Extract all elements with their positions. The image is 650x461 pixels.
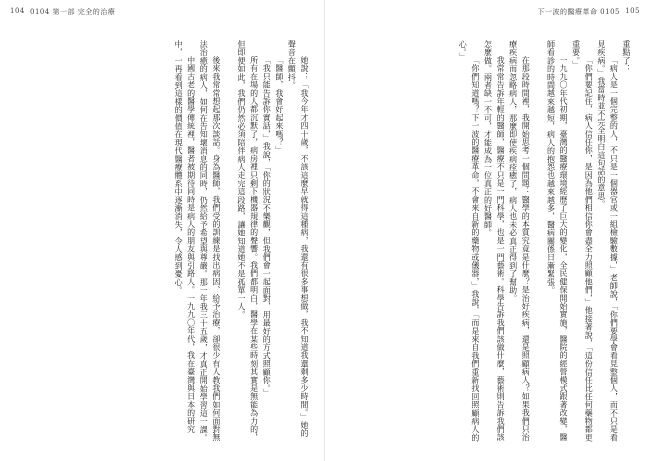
left-body-text xyxy=(56,40,310,442)
right-paragraph-3: 「你們要記住，病人信任你，是因為他們相信你會盡全力照顧他們，」他接著說，「這份信任比任何藥物都更重要。」 xyxy=(571,40,594,442)
right-running-head: 下一波的醫療革命 0105 xyxy=(537,8,620,16)
left-paragraph-3: 「我只能告訴你實話，」我說，「你的狀況不樂觀，但我們會一起面對，用最好的方式照顧你。」 xyxy=(262,56,272,397)
left-paragraph-1: 她說：「我今年才四十歲，不該這麼早就得這種病，我還有很多事想做，我不知道我還剩多少時間。」她的聲音在顫抖。 xyxy=(287,40,309,438)
right-paragraph-5: 在那段時間裡，我開始思考一個問題：醫學的本質究竟是什麼？是治好疾病，還是照顧病人？如果我們只治療疾病而忽略病人，那麼即使疾病痊癒了，病人也未必真正得到了幫助。 xyxy=(508,40,531,442)
left-paragraph-2: 「醫師，我會好起來嗎？」 xyxy=(274,56,284,155)
right-paragraph-2: 「病人是一個完整的人，不只是一個器官或一組檢驗數據，」老師說，「你們要學會看見整個人，而不只是看見疾病。」我當時並不完全明白這句話的意思。 xyxy=(596,40,619,442)
right-paragraph-4: 一九九〇年代初期，臺灣的醫療環境經歷了巨大的變化，全民健保開始實施，醫院的經營模式跟著改變，醫師看診的時間越來越短，病人的抱怨也越來越多，醫病關係日漸緊張。 xyxy=(546,40,569,442)
right-paragraph-7: 「你們知道嗎？下一波的醫療革命，不會來自新的藥物或儀器，」我說，「而是來自我們重新找回照顧病人的心。」 xyxy=(458,40,480,442)
left-page-number: 104 xyxy=(10,7,25,15)
right-page-number: 105 xyxy=(625,7,640,15)
right-paragraph-6: 我常常告訴年輕的醫師，醫療不只是一門科學，也是一門藝術。科學告訴我們該做什麼，藝術則告訴我們該怎麼做。兩者缺一不可，才能成為一位真正的好醫師。 xyxy=(483,40,506,442)
left-paragraph-6: 中國古老的醫學傳統裡，醫者被期待同時是病人的朋友與引路人。一九九〇年代，我在臺灣與日本的研究中，一再看到這樣的價值在現代醫療體系中逐漸消失，令人感到憂心。 xyxy=(174,40,196,434)
right-page xyxy=(325,0,650,461)
left-running-head: 0104 第一部 完全的治療 xyxy=(30,8,116,16)
right-body-text xyxy=(349,40,632,442)
left-paragraph-4: 所有在場的人都沉默了，病房裡只剩下機器規律的聲響。我們都明白，醫學在某些時刻其實是無能為力的，但即便如此，我們仍然必須陪伴病人走完這段路，讓她知道她不是孤單一人。 xyxy=(237,40,259,442)
right-paragraph-1: 重點了： xyxy=(622,40,631,73)
left-paragraph-5: 後來我常常想起那次談話。身為醫師，我們受的訓練是找出病因、給予治療，卻很少有人教我們如何面對無法治癒的病人，如何在告知壞消息的同時，仍然給予希望與尊嚴。那一年我三十五歲，才真正開始學習這一課。 xyxy=(199,40,221,442)
